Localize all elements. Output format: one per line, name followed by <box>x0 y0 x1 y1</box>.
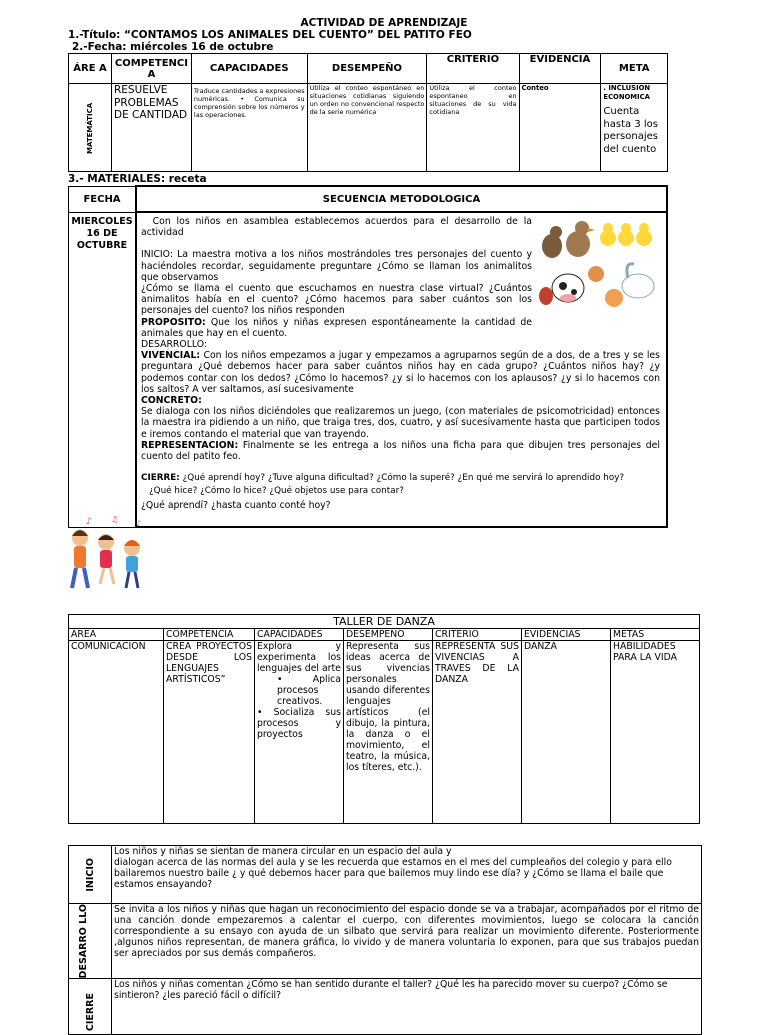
dance-capacidades-3: • Socializa sus procesos y proyectos <box>257 707 341 740</box>
desempeno-cell: Utiliza el conteo espontáneo en situaciones cotidianas siguiendo un orden no convencional respecto de la serie numérica <box>307 84 427 172</box>
svg-text:♫: ♫ <box>111 515 119 524</box>
materials-line: 3.- MATERIALES: receta <box>68 173 207 185</box>
svg-text:♪: ♪ <box>86 517 92 527</box>
phase-cierre-label: CIERRE <box>84 993 96 1032</box>
phase-inicio-text-2: dialogan acerca de las normas del aula y se les recuerda que estamos en el mes del cumpleaños del colegio y para ello bailaremos nuestro baile ¿ y qué debemos hacer para que bailemos muy lindo ese día? y ¿Cómo se llama el baile que estamos ensayando? <box>114 857 672 890</box>
cierre-text-3: ¿Qué aprendí? ¿hasta cuanto conté hoy? <box>141 499 331 511</box>
header-evidencia: EVIDENCIA <box>519 54 601 84</box>
vivencial-text: Con los niños empezamos a jugar y empezamos a agruparnos según de a dos, de a tres y se les preguntara ¿Qué debemos hacer para saber cuántos niños hay en cada grupo? ¿Cuántos niños hay? ¿y podemos contar con los dedos? ¿Cómo lo hacemos? ¿y si lo hacemos con los aplausos? ¿y si lo hacemos con los saltos? A ver saltamos, así sucesivamente <box>141 350 660 395</box>
phase-desarrollo-label: DESARRO LLO <box>78 904 89 979</box>
capacidades-cell: Traduce cantidades a expresiones numéricas. • Comunica su comprensión sobre los números y las operaciones. <box>191 84 307 172</box>
dance-area: COMUNICACION <box>69 641 164 824</box>
dance-header-desempeno: DESEMPEÑO <box>344 629 433 641</box>
phase-cierre-text: Los niños y niñas comentan ¿Cómo se han sentido durante el taller? ¿Qué les ha parecido mover su cuerpo? ¿Cómo se sintieron? ¿les pareció fácil o difícil? <box>112 979 702 1035</box>
dance-table <box>68 614 700 824</box>
competencia-cell: RESUELVE PROBLEMAS DE CANTIDAD <box>112 84 192 172</box>
area-cell: MATEMÁTICA <box>86 101 94 154</box>
activity-date: 2.-Fecha: miércoles 16 de octubre <box>72 41 274 53</box>
concreto-text: Se dialoga con los niños diciéndoles que realizaremos un juego, (con materiales de psicomotricidad) entonces la maestra ira pidiendo a un niño, que traiga tres, dos, cuatro, y así sucesivamente hasta que participen todos e iremos contando el material que van trayendo. <box>141 406 660 440</box>
dance-header-capacidades: CAPACIDADES <box>255 629 344 641</box>
plan-table <box>68 53 668 172</box>
header-fecha: FECHA <box>69 186 137 212</box>
evidencia-cell: Conteo <box>519 84 601 172</box>
dance-criterio: REPRESENTA SUS VIVENCIAS A TRAVES DE LA DANZA <box>433 641 522 824</box>
proposito-label: PROPOSITO: <box>141 316 206 328</box>
svg-text:♪: ♪ <box>136 519 142 528</box>
cierre-label: CIERRE: <box>141 473 180 484</box>
animals-illustration <box>538 216 660 316</box>
phase-desarrollo-text: Se invita a los niños y niñas que hagan un reconocimiento del espacio donde se va a trabajar, acompañados por el ritmo de una canción donde empezaremos a calentar el cuerpo, con diferentes movimientos, luego se colocara la canción correspondiente a su ensayo con ayuda de un silbato que servirá para realizar un movimiento diferente. Posteriormente ,algunos niños representan, de manera gráfica, lo vivido y de manera voluntaria lo exponen, para que sus trabajos puedan ser apreciados por sus demás compañeros. <box>112 904 702 979</box>
dance-capacidades-1: Explora y experimenta los lenguajes del arte <box>257 641 341 674</box>
dance-header-competencia: COMPETENCIA <box>164 629 255 641</box>
sequence-cell <box>136 212 667 527</box>
desarrollo-label: DESARROLLO: <box>141 339 208 351</box>
phase-inicio-label: INICIO <box>84 857 96 892</box>
sequence-table <box>68 185 668 528</box>
dance-title: TALLER DE DANZA <box>69 615 700 629</box>
header-desempeno: DESEMPEÑO <box>307 54 427 84</box>
header-secuencia: SECUENCIA METODOLOGICA <box>136 186 667 212</box>
header-area: ÁRE A <box>69 54 112 84</box>
phases-table <box>68 845 702 1035</box>
meta-title: . INCLUSION ECONOMICA <box>603 84 651 101</box>
meta-text: Cuenta hasta 3 los personajes del cuento <box>603 106 658 155</box>
header-meta: META <box>601 54 668 84</box>
dance-header-evidencias: EVIDENCIAS <box>522 629 611 641</box>
cierre-text-2: ¿Qué hice? ¿Cómo lo hice? ¿Qué objetos use para contar? <box>149 486 404 497</box>
vivencial-label: VIVENCIAL: <box>141 350 201 362</box>
dance-capacidades-2: • Aplica procesos creativos. <box>277 674 341 707</box>
sequence-intro: Con los niños en asamblea establecemos acuerdos para el desarrollo de la actividad <box>141 216 532 239</box>
criterio-cell: Utiliza el conteo espontaneo en situaciones de su vida cotidiana <box>427 84 519 172</box>
header-capacidades: CAPACIDADES <box>191 54 307 84</box>
concreto-label: CONCRETO: <box>141 395 202 407</box>
sequence-questions: ¿Cómo se llama el cuento que escuchamos en nuestra clase virtual? ¿Cuántos animalitos había en el cuento? ¿Cómo hacemos para saber cuántos son los personajes del cuento? los niños responden <box>141 283 532 317</box>
cierre-text: ¿Qué aprendí hoy? ¿Tuve alguna dificultad? ¿Cómo la superé? ¿En qué me servirá lo aprendido hoy? <box>179 473 625 484</box>
dance-header-metas: METAS <box>611 629 700 641</box>
dance-metas: HABILIDADES PARA LA VIDA <box>611 641 700 824</box>
dance-desempeno: Representa sus ideas acerca de sus vivencias personales usando diferentes lenguajes artísticos (el dibujo, la pintura, la danza o el movimiento, el teatro, la música, los títeres, etc.). <box>344 641 433 824</box>
fecha-cell: MIERCOLES 16 DE OCTUBRE <box>69 212 137 527</box>
sequence-inicio: INICIO: La maestra motiva a los niños mostrándoles tres personajes del cuento y haciéndoles recordar, seguidamente preguntare ¿Cómo se llaman los animalitos que observamos <box>141 249 532 283</box>
dance-header-area: ÁREA <box>69 629 164 641</box>
phase-inicio-text-1: Los niños y niñas se sientan de manera circular en un espacio del aula y <box>114 846 452 857</box>
activity-title: 1.-Título: “CONTAMOS LOS ANIMALES DEL CUENTO” DEL PATITO FEO <box>68 29 472 41</box>
header-competencia: COMPETENCI A <box>112 54 192 84</box>
dance-evidencias: DANZA <box>522 641 611 824</box>
header-criterio: CRITERIO <box>427 54 519 84</box>
proposito-text: Que los niños y niñas expresen espontáneamente la cantidad de animales que hay en el cuento. <box>141 316 532 339</box>
dance-competencia: CREA PROYECTOS DESDE LOS LENGUAJES ARTÍSTICOS” <box>164 641 255 824</box>
representacion-label: REPRESENTACION: <box>141 439 239 451</box>
dancing-kids-illustration <box>66 512 156 592</box>
page-title: ACTIVIDAD DE APRENDIZAJE <box>300 17 468 29</box>
dance-header-criterio: CRITERIO <box>433 629 522 641</box>
representacion-text: Finalmente se les entrega a los niños una ficha para que dibujen tres personajes del cuento del patito feo. <box>141 439 660 463</box>
